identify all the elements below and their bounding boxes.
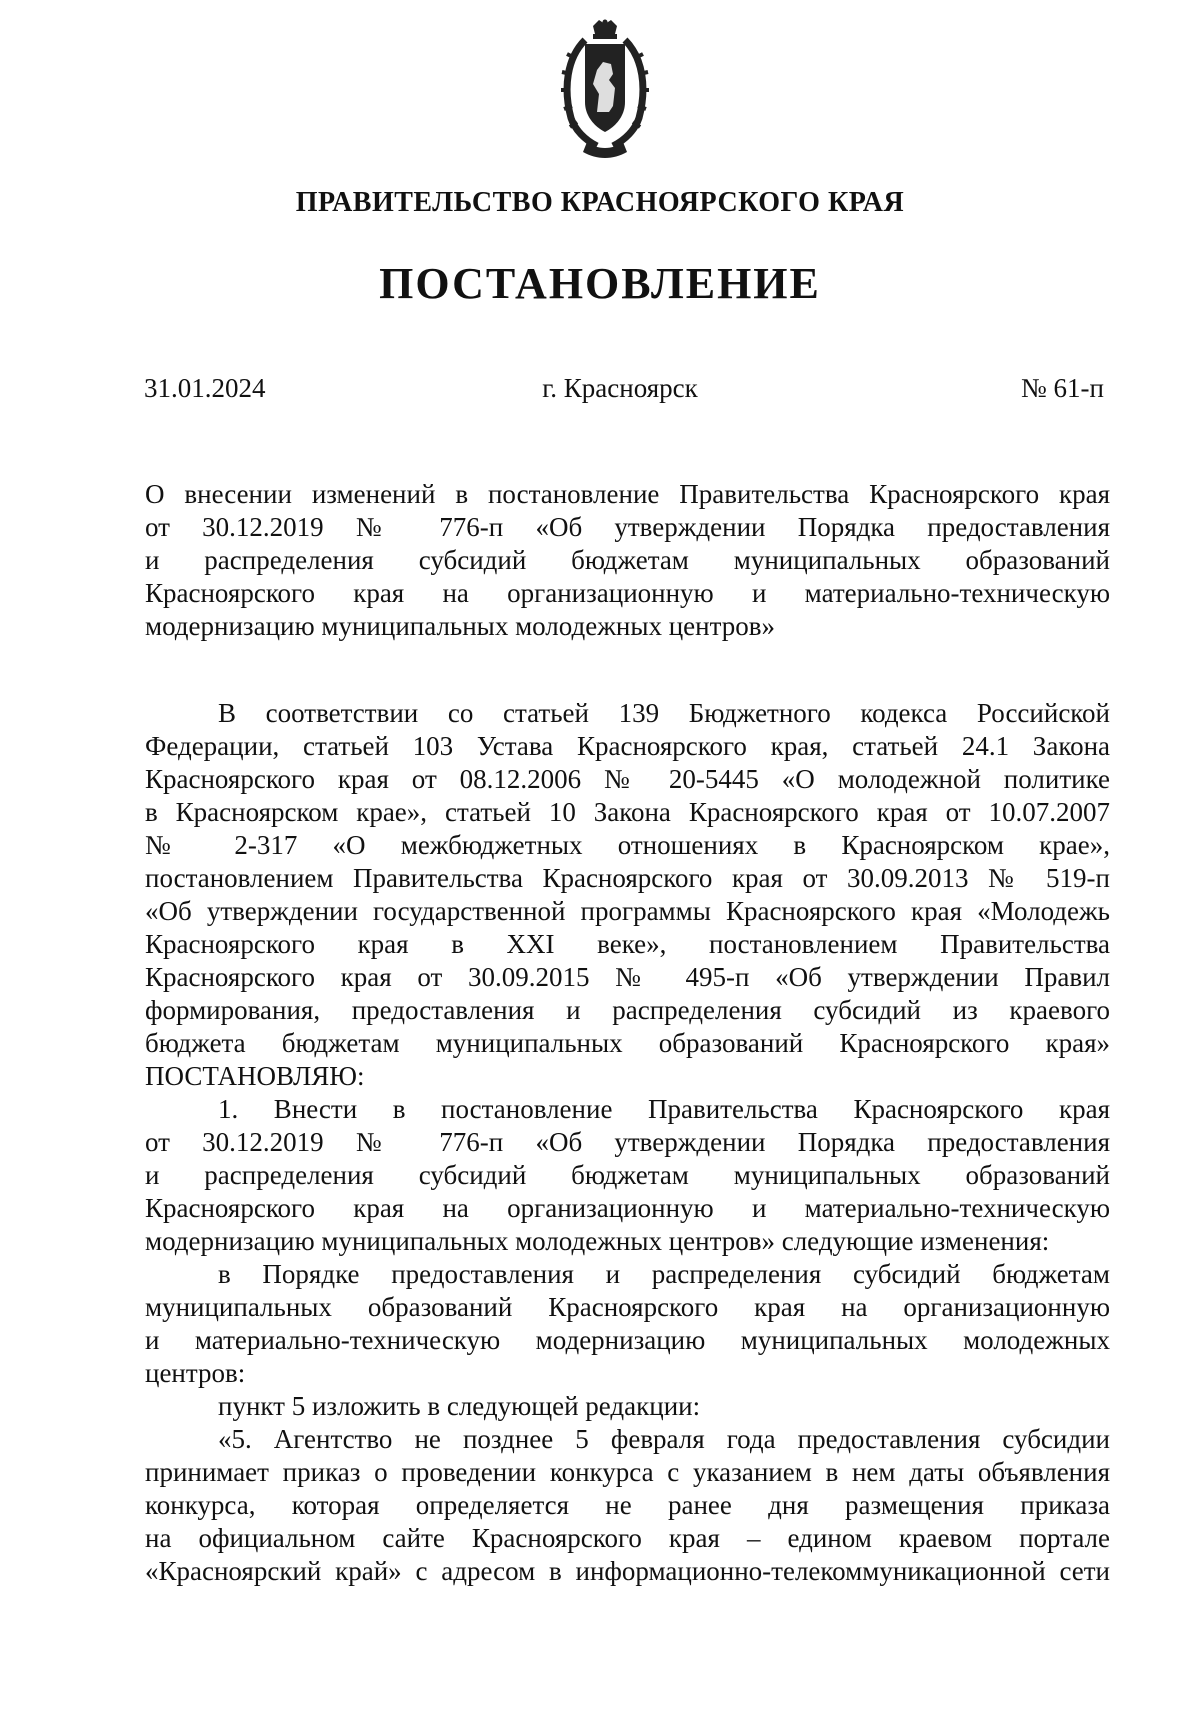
document-title: [145, 478, 1110, 643]
organization-name: ПРАВИТЕЛЬСТВО КРАСНОЯРСКОГО КРАЯ: [295, 187, 905, 218]
body-line: Красноярского края от 08.12.2006 № 20-5445 «О молодежной политике: [145, 764, 1110, 794]
body-line: бюджета бюджетам муниципальных образований Красноярского края»: [145, 1028, 1110, 1058]
body-line: муниципальных образований Красноярского края на организационную: [145, 1292, 1110, 1322]
title-line: модернизацию муниципальных молодежных центров»: [145, 611, 775, 641]
body-line: на официальном сайте Красноярского края – едином краевом портале: [145, 1523, 1110, 1553]
body-line: конкурса, которая определяется не ранее дня размещения приказа: [145, 1490, 1110, 1520]
body-line: «5. Агентство не позднее 5 февраля года предоставления субсидии: [218, 1424, 1110, 1454]
title-line: Красноярского края на организационную и материально-техническую: [145, 578, 1110, 608]
body-line: Красноярского края на организационную и материально-техническую: [145, 1193, 1110, 1223]
body-line: «Красноярский край» с адресом в информационно-телекоммуникационной сети: [145, 1556, 1110, 1586]
document-body: [145, 697, 1110, 1588]
body-line: и распределения субсидий бюджетам муниципальных образований: [145, 1160, 1110, 1190]
body-line: и материально-техническую модернизацию муниципальных молодежных: [145, 1325, 1110, 1355]
document-type: ПОСТАНОВЛЕНИЕ: [379, 259, 821, 308]
body-line: пункт 5 изложить в следующей редакции:: [218, 1391, 701, 1421]
body-line: № 2-317 «О межбюджетных отношениях в Красноярском крае»,: [145, 830, 1110, 860]
body-line: постановлением Правительства Красноярского края от 30.09.2013 № 519-п: [145, 863, 1110, 893]
body-line: в Красноярском крае», статьей 10 Закона Красноярского края от 10.07.2007: [145, 797, 1110, 827]
body-line: от 30.12.2019 № 776-п «Об утверждении Порядка предоставления: [145, 1127, 1110, 1157]
coat-of-arms-icon: [555, 18, 655, 163]
body-line: модернизацию муниципальных молодежных центров» следующие изменения:: [145, 1226, 1050, 1256]
body-line: формирования, предоставления и распределения субсидий из краевого: [145, 995, 1110, 1025]
title-line: О внесении изменений в постановление Правительства Красноярского края: [145, 479, 1110, 509]
document-number: № 61-п: [1021, 373, 1104, 403]
body-line: Красноярского края в XXI веке», постановлением Правительства: [145, 929, 1110, 959]
document-date: 31.01.2024: [144, 373, 266, 403]
body-line: ПОСТАНОВЛЯЮ:: [145, 1061, 365, 1091]
body-line: в Порядке предоставления и распределения субсидий бюджетам: [218, 1259, 1110, 1289]
body-line: Красноярского края от 30.09.2015 № 495-п «Об утверждении Правил: [145, 962, 1110, 992]
body-line: 1. Внести в постановление Правительства Красноярского края: [218, 1094, 1110, 1124]
body-line: центров:: [145, 1358, 246, 1388]
body-line: «Об утверждении государственной программы Красноярского края «Молодежь: [145, 896, 1110, 926]
body-line: Федерации, статьей 103 Устава Красноярского края, статьей 24.1 Закона: [145, 731, 1110, 761]
title-line: от 30.12.2019 № 776-п «Об утверждении Порядка предоставления: [145, 512, 1110, 542]
body-line: В соответствии со статьей 139 Бюджетного кодекса Российской: [218, 698, 1110, 728]
document-city: г. Красноярск: [542, 373, 698, 403]
body-line: принимает приказ о проведении конкурса с указанием в нем даты объявления: [145, 1457, 1110, 1487]
title-line: и распределения субсидий бюджетам муниципальных образований: [145, 545, 1110, 575]
